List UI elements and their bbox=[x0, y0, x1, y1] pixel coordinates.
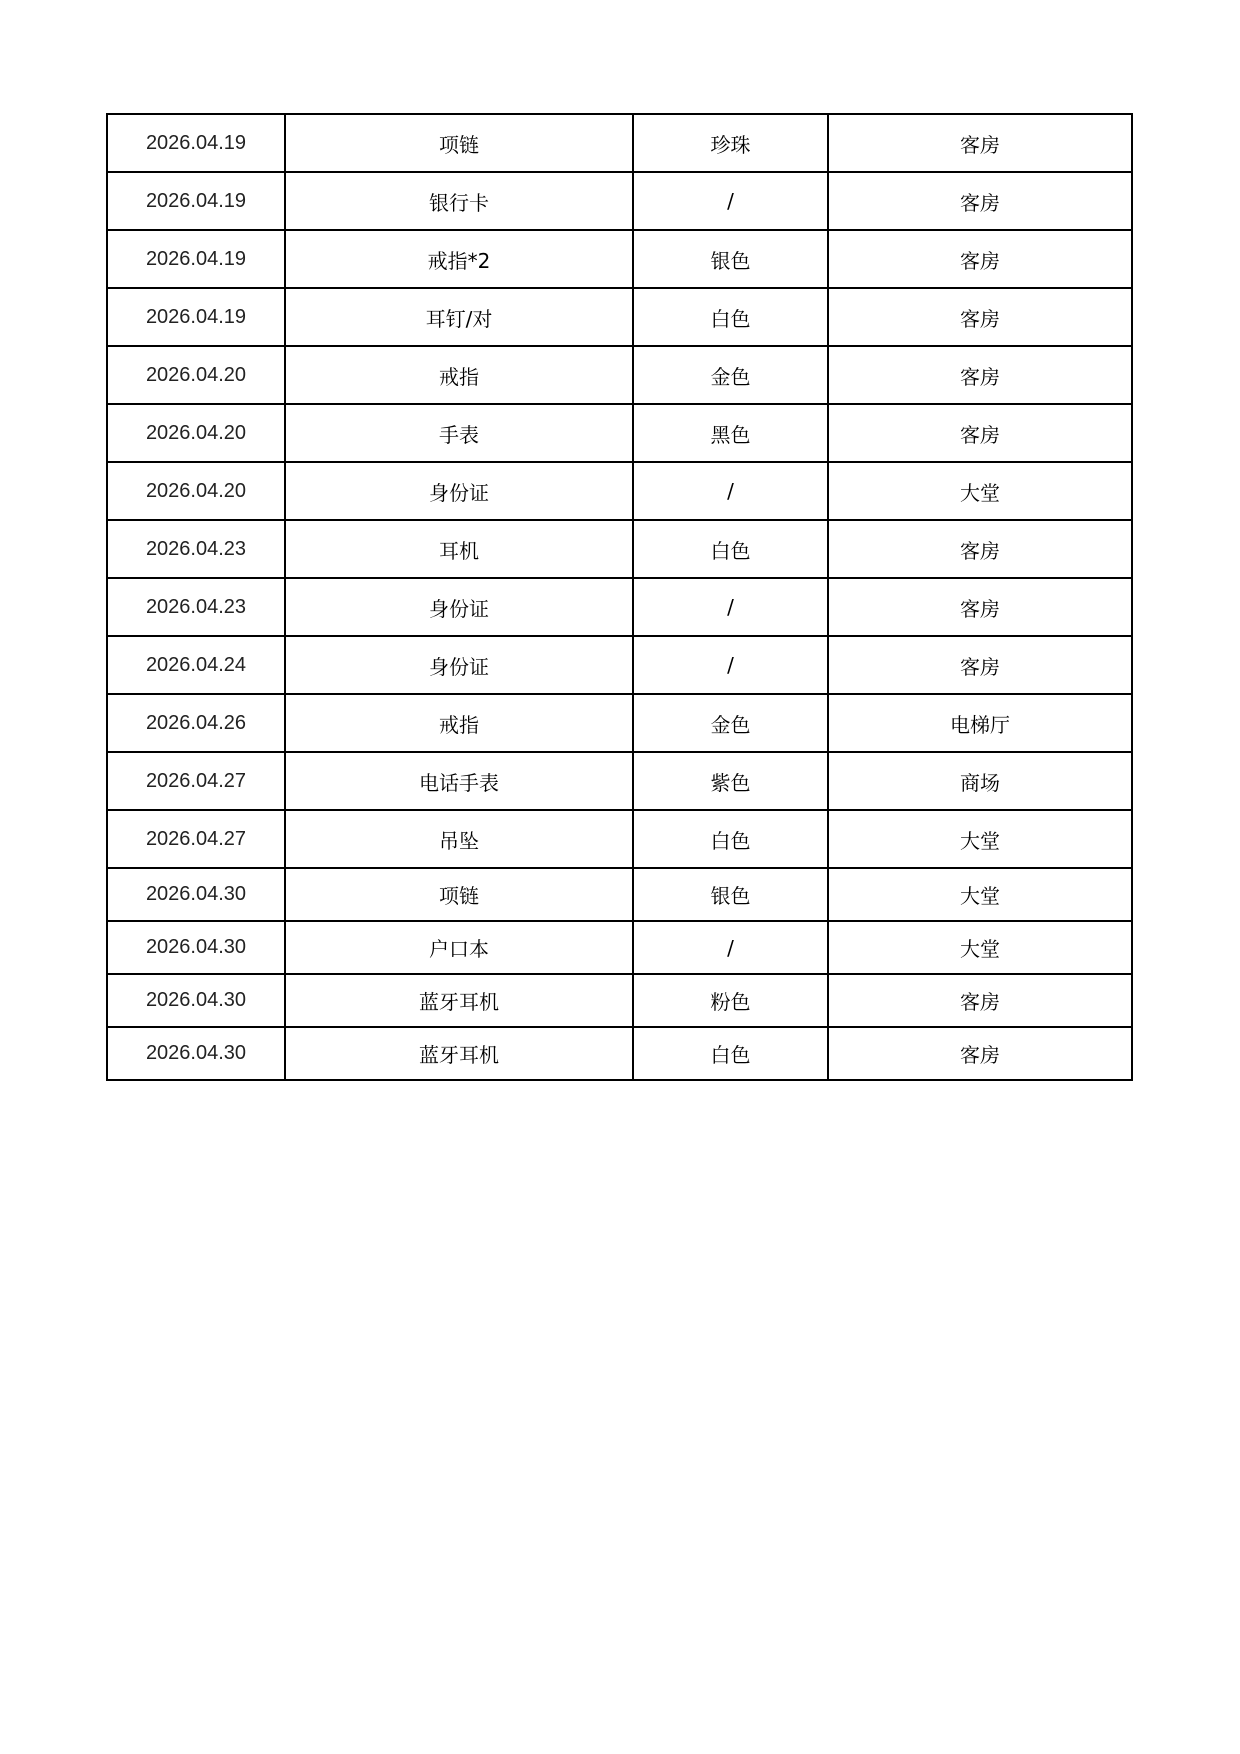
location-cell: 客房 bbox=[828, 974, 1132, 1027]
item-cell: 蓝牙耳机 bbox=[285, 1027, 633, 1080]
color-cell: 金色 bbox=[633, 694, 828, 752]
location-cell: 客房 bbox=[828, 288, 1132, 346]
table-row bbox=[107, 974, 1132, 1027]
date-cell: 2026.04.19 bbox=[107, 288, 285, 346]
item-cell: 戒指*2 bbox=[285, 230, 633, 288]
location-cell: 客房 bbox=[828, 230, 1132, 288]
color-cell: 银色 bbox=[633, 230, 828, 288]
table-row bbox=[107, 921, 1132, 974]
table-row bbox=[107, 636, 1132, 694]
records-table bbox=[106, 113, 1133, 1081]
item-cell: 蓝牙耳机 bbox=[285, 974, 633, 1027]
item-cell: 项链 bbox=[285, 868, 633, 921]
location-cell: 客房 bbox=[828, 114, 1132, 172]
location-cell: 客房 bbox=[828, 346, 1132, 404]
date-cell: 2026.04.30 bbox=[107, 921, 285, 974]
date-cell: 2026.04.26 bbox=[107, 694, 285, 752]
date-cell: 2026.04.19 bbox=[107, 114, 285, 172]
date-cell: 2026.04.19 bbox=[107, 172, 285, 230]
date-cell: 2026.04.20 bbox=[107, 404, 285, 462]
location-cell: 客房 bbox=[828, 578, 1132, 636]
location-cell: 大堂 bbox=[828, 921, 1132, 974]
date-cell: 2026.04.27 bbox=[107, 810, 285, 868]
item-cell: 银行卡 bbox=[285, 172, 633, 230]
location-cell: 大堂 bbox=[828, 462, 1132, 520]
color-cell: 白色 bbox=[633, 810, 828, 868]
item-cell: 耳钉/对 bbox=[285, 288, 633, 346]
color-cell: / bbox=[633, 921, 828, 974]
color-cell: / bbox=[633, 172, 828, 230]
color-cell: 白色 bbox=[633, 288, 828, 346]
date-cell: 2026.04.30 bbox=[107, 974, 285, 1027]
item-cell: 户口本 bbox=[285, 921, 633, 974]
color-cell: 白色 bbox=[633, 520, 828, 578]
color-cell: / bbox=[633, 578, 828, 636]
date-cell: 2026.04.20 bbox=[107, 462, 285, 520]
location-cell: 大堂 bbox=[828, 810, 1132, 868]
color-cell: / bbox=[633, 462, 828, 520]
table-row bbox=[107, 810, 1132, 868]
color-cell: 珍珠 bbox=[633, 114, 828, 172]
color-cell: 银色 bbox=[633, 868, 828, 921]
date-cell: 2026.04.20 bbox=[107, 346, 285, 404]
color-cell: 黑色 bbox=[633, 404, 828, 462]
item-cell: 身份证 bbox=[285, 636, 633, 694]
table-row bbox=[107, 868, 1132, 921]
date-cell: 2026.04.30 bbox=[107, 1027, 285, 1080]
date-cell: 2026.04.24 bbox=[107, 636, 285, 694]
date-cell: 2026.04.19 bbox=[107, 230, 285, 288]
table-row bbox=[107, 752, 1132, 810]
color-cell: 白色 bbox=[633, 1027, 828, 1080]
item-cell: 身份证 bbox=[285, 462, 633, 520]
table-row bbox=[107, 462, 1132, 520]
table-row bbox=[107, 404, 1132, 462]
item-cell: 手表 bbox=[285, 404, 633, 462]
date-cell: 2026.04.27 bbox=[107, 752, 285, 810]
location-cell: 客房 bbox=[828, 636, 1132, 694]
table-row bbox=[107, 114, 1132, 172]
table-row bbox=[107, 520, 1132, 578]
table-row bbox=[107, 230, 1132, 288]
location-cell: 客房 bbox=[828, 520, 1132, 578]
item-cell: 戒指 bbox=[285, 694, 633, 752]
item-cell: 项链 bbox=[285, 114, 633, 172]
records-table-body bbox=[107, 114, 1132, 1080]
date-cell: 2026.04.30 bbox=[107, 868, 285, 921]
location-cell: 客房 bbox=[828, 1027, 1132, 1080]
item-cell: 戒指 bbox=[285, 346, 633, 404]
item-cell: 身份证 bbox=[285, 578, 633, 636]
color-cell: 金色 bbox=[633, 346, 828, 404]
color-cell: 紫色 bbox=[633, 752, 828, 810]
location-cell: 客房 bbox=[828, 404, 1132, 462]
color-cell: 粉色 bbox=[633, 974, 828, 1027]
date-cell: 2026.04.23 bbox=[107, 520, 285, 578]
table-row bbox=[107, 346, 1132, 404]
item-cell: 吊坠 bbox=[285, 810, 633, 868]
location-cell: 客房 bbox=[828, 172, 1132, 230]
table-row bbox=[107, 578, 1132, 636]
item-cell: 电话手表 bbox=[285, 752, 633, 810]
table-row bbox=[107, 694, 1132, 752]
table-row bbox=[107, 288, 1132, 346]
color-cell: / bbox=[633, 636, 828, 694]
location-cell: 大堂 bbox=[828, 868, 1132, 921]
table-row bbox=[107, 172, 1132, 230]
location-cell: 商场 bbox=[828, 752, 1132, 810]
date-cell: 2026.04.23 bbox=[107, 578, 285, 636]
table-row bbox=[107, 1027, 1132, 1080]
item-cell: 耳机 bbox=[285, 520, 633, 578]
location-cell: 电梯厅 bbox=[828, 694, 1132, 752]
